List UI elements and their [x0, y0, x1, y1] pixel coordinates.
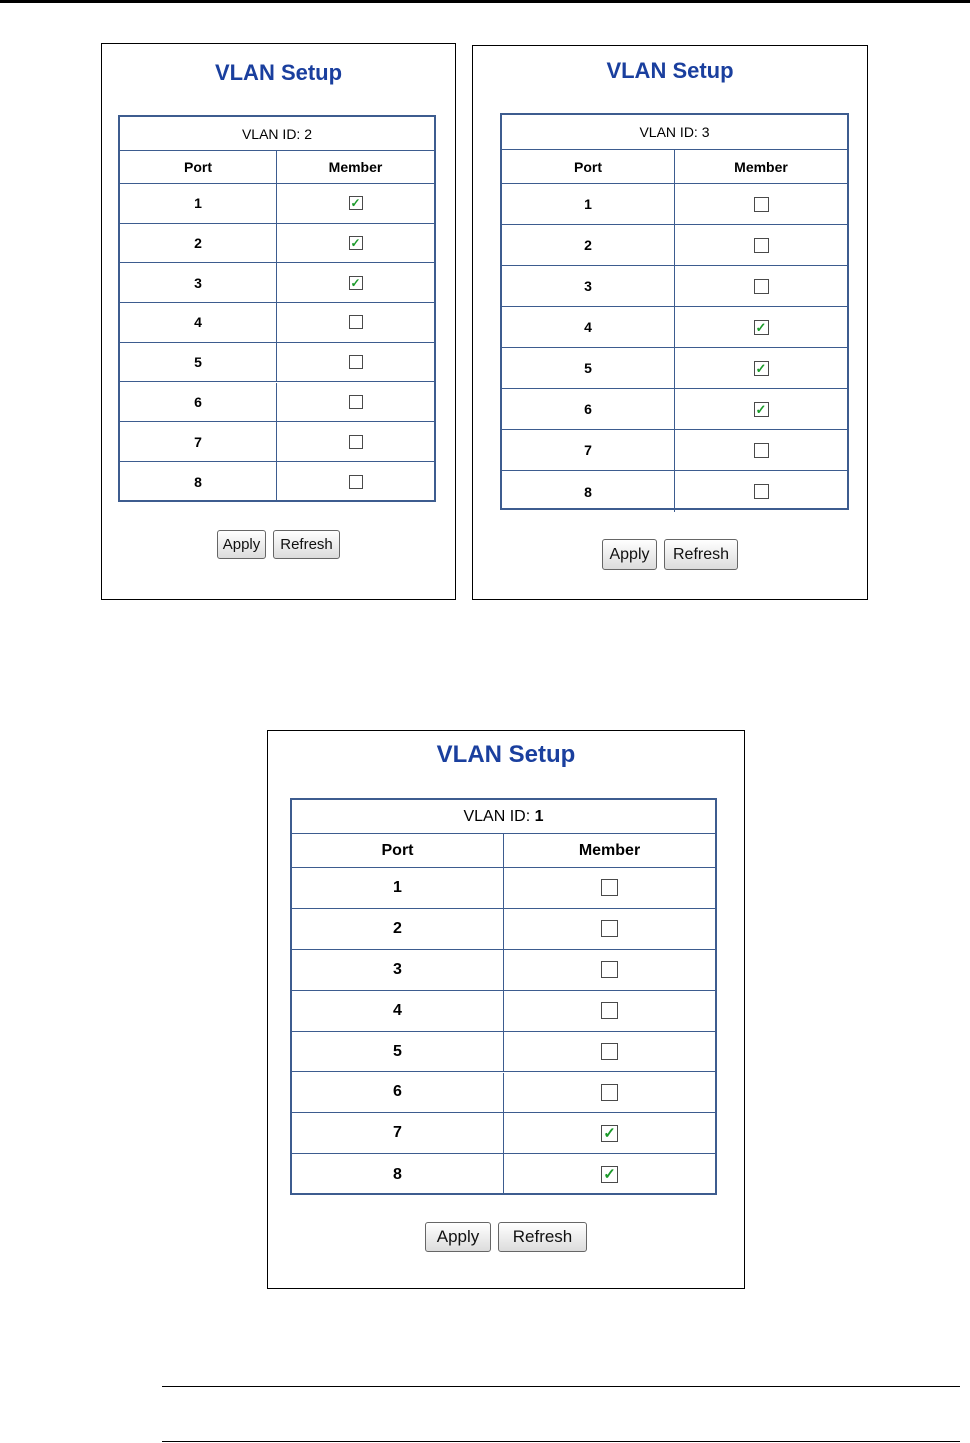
table-row — [120, 263, 434, 303]
vlan-member-table — [500, 113, 849, 510]
member-cell — [504, 1073, 715, 1113]
member-checkbox-port-3[interactable] — [754, 279, 769, 294]
footer-rule-bottom — [162, 1441, 960, 1442]
table-row — [120, 303, 434, 343]
table-row — [502, 225, 847, 266]
port-number: 2 — [502, 225, 675, 265]
apply-button[interactable]: Apply — [602, 539, 657, 570]
table-row — [292, 868, 715, 909]
vlan-id-value: 2 — [304, 125, 313, 142]
panel-title: VLAN Setup — [436, 741, 576, 768]
vlan-id-value: 3 — [701, 124, 710, 140]
member-column-header: Member — [734, 158, 788, 175]
port-number: 1 — [120, 184, 277, 223]
vlan-setup-panel-vlan-2 — [101, 43, 456, 600]
vlan-member-table — [290, 798, 717, 1195]
vlan-id-value: 1 — [534, 807, 544, 825]
member-checkbox-port-2[interactable] — [349, 236, 363, 250]
member-cell — [504, 1154, 715, 1195]
checkmark-icon: ✓ — [755, 319, 767, 335]
member-cell — [675, 266, 847, 306]
port-column-header: Port — [120, 151, 277, 183]
member-column-header: Member — [578, 841, 641, 859]
vlan-id-row — [502, 115, 847, 150]
table-row — [120, 343, 434, 383]
checkmark-icon: ✓ — [350, 275, 361, 290]
table-row — [502, 307, 847, 348]
vlan-id-row — [292, 800, 715, 834]
member-cell — [277, 383, 434, 422]
vlan-setup-panel-vlan-1 — [267, 730, 745, 1289]
port-number: 1 — [292, 868, 504, 908]
member-column-header: Member — [328, 159, 383, 175]
table-row — [120, 224, 434, 264]
port-number: 2 — [120, 224, 277, 263]
member-cell — [277, 422, 434, 461]
port-number: 3 — [120, 263, 277, 302]
member-checkbox-port-1[interactable] — [754, 197, 769, 212]
table-row — [502, 430, 847, 471]
table-row — [292, 950, 715, 991]
member-checkbox-port-5[interactable] — [601, 1043, 618, 1060]
member-cell — [504, 950, 715, 990]
table-row — [120, 184, 434, 224]
member-cell — [504, 909, 715, 949]
member-cell — [277, 224, 434, 263]
apply-button[interactable]: Apply — [425, 1222, 491, 1252]
refresh-button[interactable]: Refresh — [273, 530, 340, 559]
member-cell — [504, 1113, 715, 1153]
member-checkbox-port-8[interactable] — [349, 475, 363, 489]
member-checkbox-port-5[interactable] — [754, 361, 769, 376]
port-number: 8 — [120, 462, 277, 502]
member-cell — [504, 991, 715, 1031]
table-row — [502, 184, 847, 225]
member-checkbox-port-3[interactable] — [601, 961, 618, 978]
member-cell — [675, 307, 847, 347]
port-number: 4 — [292, 991, 504, 1031]
panel-title: VLAN Setup — [214, 60, 343, 85]
member-cell — [675, 389, 847, 429]
port-number: 7 — [292, 1113, 504, 1153]
member-cell — [277, 462, 434, 502]
table-row — [292, 1154, 715, 1195]
port-number: 7 — [502, 430, 675, 470]
table-row — [120, 422, 434, 462]
member-cell — [675, 471, 847, 512]
port-column-header: Port — [292, 834, 504, 867]
member-cell — [675, 184, 847, 224]
table-row — [120, 462, 434, 502]
member-checkbox-port-8[interactable] — [601, 1166, 618, 1183]
page-top-rule — [0, 0, 970, 3]
panel-buttons — [102, 530, 455, 559]
member-cell — [675, 348, 847, 388]
member-checkbox-port-1[interactable] — [601, 879, 618, 896]
port-number: 5 — [292, 1032, 504, 1072]
checkmark-icon: ✓ — [755, 401, 767, 417]
member-checkbox-port-7[interactable] — [349, 435, 363, 449]
port-number: 4 — [120, 303, 277, 342]
member-cell — [504, 1032, 715, 1072]
vlan-member-table — [118, 115, 436, 502]
member-checkbox-port-2[interactable] — [754, 238, 769, 253]
port-number: 2 — [292, 909, 504, 949]
port-number: 4 — [502, 307, 675, 347]
member-cell — [277, 303, 434, 342]
member-checkbox-port-6[interactable] — [601, 1084, 618, 1101]
port-number: 7 — [120, 422, 277, 461]
vlan-id-label: VLAN ID: — [463, 807, 535, 825]
panel-buttons — [473, 539, 867, 570]
member-checkbox-port-4[interactable] — [349, 315, 363, 329]
member-cell — [277, 343, 434, 382]
apply-button[interactable]: Apply — [217, 530, 266, 559]
member-checkbox-port-6[interactable] — [754, 402, 769, 417]
port-number: 5 — [502, 348, 675, 388]
vlan-setup-panel-vlan-3 — [472, 45, 868, 600]
member-checkbox-port-4[interactable] — [601, 1002, 618, 1019]
table-header-row — [502, 150, 847, 184]
member-checkbox-port-4[interactable] — [754, 320, 769, 335]
table-row — [292, 1073, 715, 1114]
vlan-id-label: VLAN ID: — [241, 125, 305, 142]
member-cell — [277, 184, 434, 223]
vlan-id-row — [120, 117, 434, 151]
port-number: 1 — [502, 184, 675, 224]
member-checkbox-port-8[interactable] — [754, 484, 769, 499]
port-number: 6 — [292, 1073, 504, 1113]
checkmark-icon: ✓ — [755, 360, 767, 376]
refresh-button[interactable]: Refresh — [498, 1222, 587, 1252]
port-number: 5 — [120, 343, 277, 382]
checkmark-icon: ✓ — [350, 196, 361, 211]
port-number: 6 — [502, 389, 675, 429]
refresh-button[interactable]: Refresh — [664, 539, 738, 570]
panel-buttons — [268, 1222, 744, 1252]
member-checkbox-port-1[interactable] — [349, 196, 363, 210]
footer-rule-top — [162, 1386, 960, 1387]
table-header-row — [292, 834, 715, 868]
table-row — [292, 909, 715, 950]
port-number: 3 — [502, 266, 675, 306]
checkmark-icon: ✓ — [603, 1124, 616, 1142]
port-number: 6 — [120, 383, 277, 422]
member-checkbox-port-5[interactable] — [349, 355, 363, 369]
table-row — [120, 383, 434, 423]
vlan-id-label: VLAN ID: — [639, 124, 702, 140]
table-row — [502, 348, 847, 389]
member-checkbox-port-2[interactable] — [601, 920, 618, 937]
table-row — [292, 1113, 715, 1154]
table-row — [292, 1032, 715, 1073]
member-checkbox-port-7[interactable] — [601, 1125, 618, 1142]
checkmark-icon: ✓ — [603, 1166, 616, 1184]
member-cell — [675, 225, 847, 265]
table-header-row — [120, 151, 434, 184]
port-number: 3 — [292, 950, 504, 990]
port-column-header: Port — [502, 150, 675, 183]
member-cell — [504, 868, 715, 908]
port-number: 8 — [292, 1154, 504, 1195]
member-checkbox-port-7[interactable] — [754, 443, 769, 458]
table-row — [292, 991, 715, 1032]
table-row — [502, 389, 847, 430]
table-row — [502, 266, 847, 307]
member-checkbox-port-6[interactable] — [349, 395, 363, 409]
port-number: 8 — [502, 471, 675, 512]
table-row — [502, 471, 847, 512]
member-cell — [675, 430, 847, 470]
checkmark-icon: ✓ — [350, 236, 361, 251]
member-cell — [277, 263, 434, 302]
panel-title: VLAN Setup — [606, 58, 734, 83]
member-checkbox-port-3[interactable] — [349, 276, 363, 290]
